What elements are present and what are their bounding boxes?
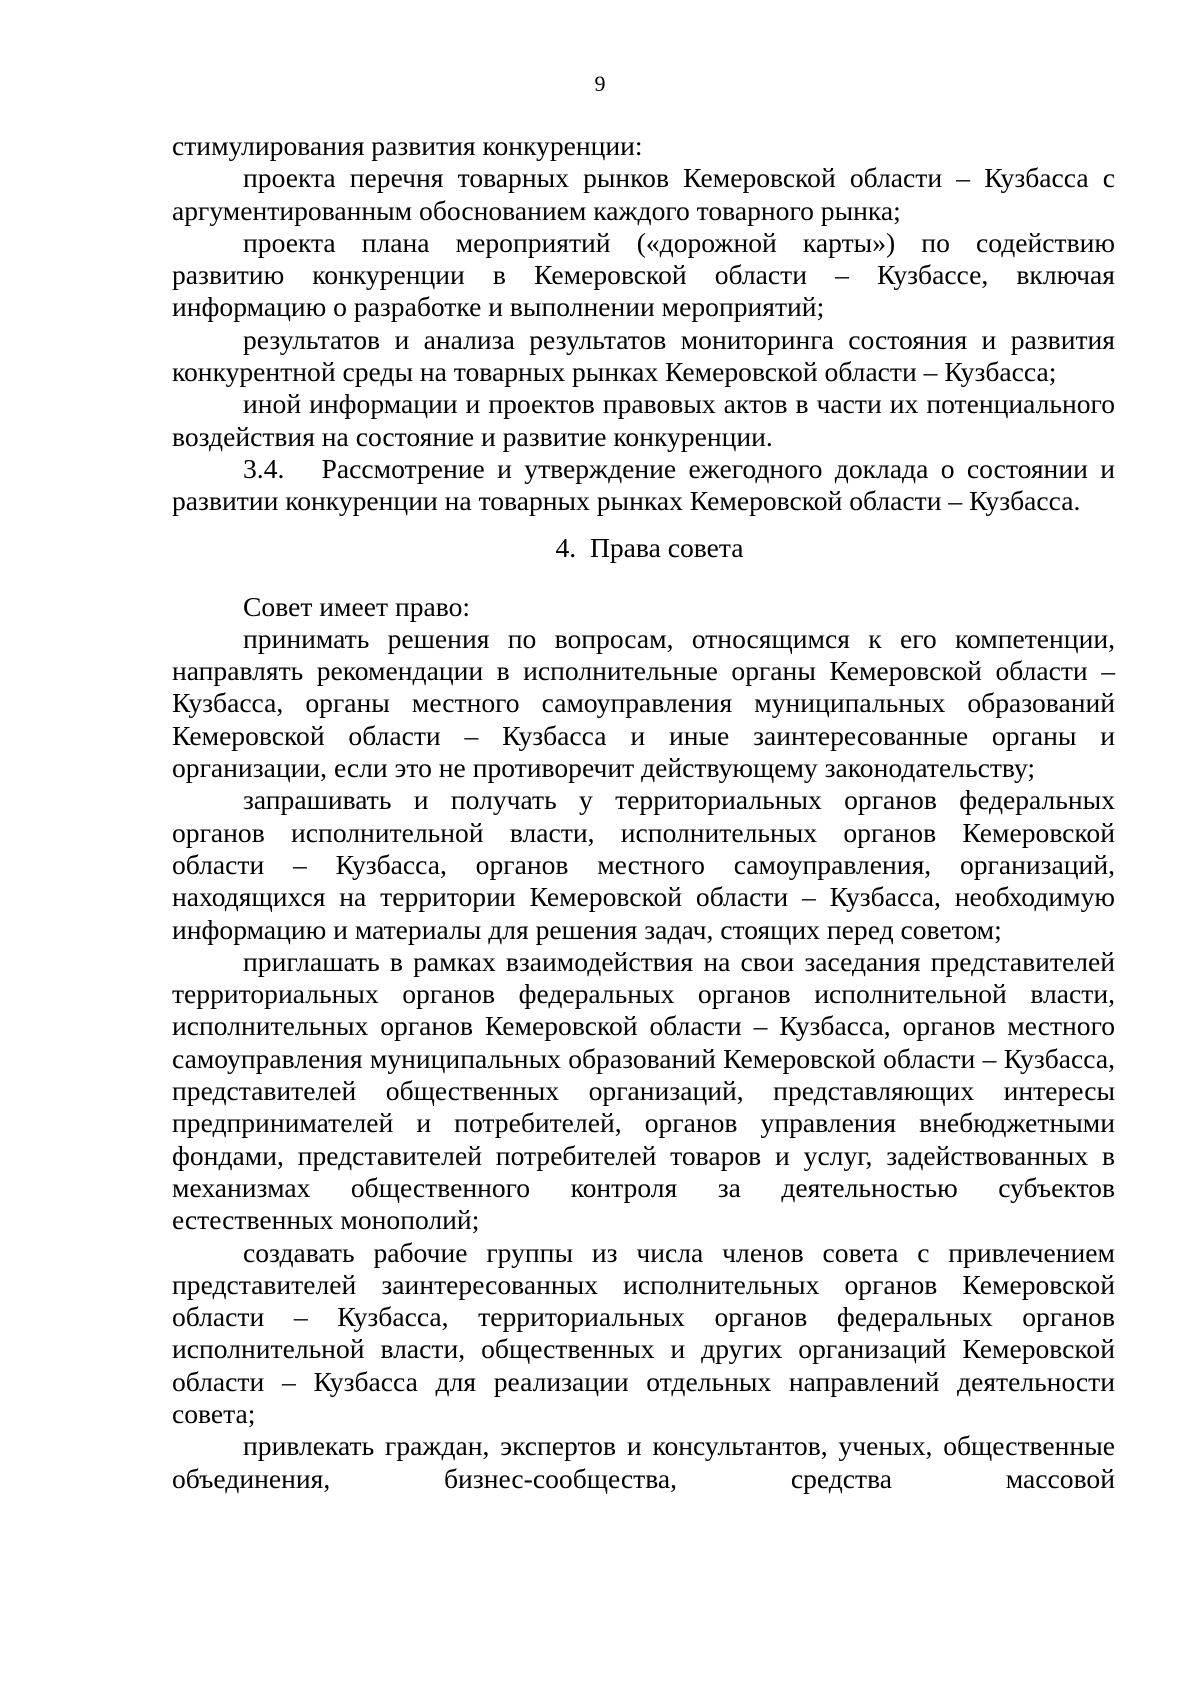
list-item-roadmap: проекта плана мероприятий («дорожной карты») по содействию развитию конкуренции в Кемеровской области – Кузбассе, включая информацию о разработке и выполнении мероприятий;	[172, 226, 1115, 323]
right-create-working-groups: создавать рабочие группы из числа членов совета с привлечением представителей заинтересованных исполнительных органов Кемеровской области – Кузбасса, территориальных органов федеральных органов исполнительной власти, общественных и других организаций Кемеровской области – Кузбасса для реализации отдельных направлений деятельности совета;	[172, 1236, 1115, 1429]
right-make-decisions: принимать решения по вопросам, относящимся к его компетенции, направлять рекомендации в исполнительные органы Кемеровской области – Кузбасса, органы местного самоуправления муниципальных образований Кемеровской области – Кузбасса и иные заинтересованные органы и организации, если это не противоречит действующему законодательству;	[172, 622, 1115, 784]
list-item-other-info: иной информации и проектов правовых актов в части их потенциального воздействия на состояние и развитие конкуренции.	[172, 388, 1115, 452]
list-item-monitoring: результатов и анализа результатов мониторинга состояния и развития конкурентной среды на товарных рынках Кемеровской области – Кузбасса;	[172, 323, 1115, 388]
list-item-markets-list: проекта перечня товарных рынков Кемеровской области – Кузбасса с аргументированным обоснованием каждого товарного рынка;	[172, 162, 1115, 226]
rights-intro: Совет имеет право:	[243, 590, 471, 622]
right-request-info: запрашивать и получать у территориальных органов федеральных органов исполнительной власти, исполнительных органов Кемеровской области – Кузбасса, органов местного самоуправления, организаций, находящихся на территории Кемеровской области – Кузбасса, необходимую информацию и материалы для решения задач, стоящих перед советом;	[172, 784, 1115, 945]
page-number: 9	[594, 71, 606, 96]
section-spacer	[172, 564, 1115, 591]
section-heading: 4. Права совета	[555, 531, 744, 563]
paragraph-continuation: стимулирования развития конкуренции:	[172, 130, 643, 161]
right-invite-representatives: приглашать в рамках взаимодействия на свои заседания представителей территориальных органов федеральных органов исполнительной власти, исполнительных органов Кемеровской области – Кузбасса, органов местного самоуправления муниципальных образований Кемеровской области – Кузбасса, представителей общественных организаций, представляющих интересы предпринимателей и потребителей, органов управления внебюджетными фондами, представителей потребителей товаров и услуг, задействованных в механизмах общественного контроля за деятельностью субъектов естественных монополий;	[172, 945, 1115, 1236]
clause-3-4: 3.4. Рассмотрение и утверждение ежегодного доклада о состоянии и развитии конкуренции на товарных рынках Кемеровской области – Кузбасса.	[172, 452, 1122, 517]
right-involve-experts: привлекать граждан, экспертов и консультантов, ученых, общественные объединения, бизнес-сообщества, средства массовой	[172, 1430, 1115, 1494]
document-body	[172, 130, 1122, 1495]
